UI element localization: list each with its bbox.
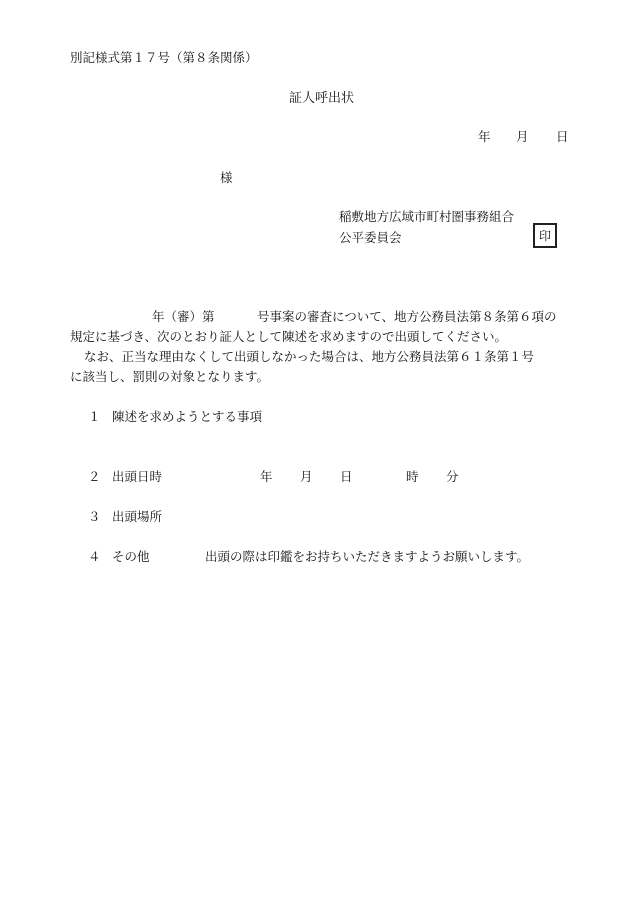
date-month-label: 月	[516, 129, 529, 144]
item-number: ３	[88, 509, 101, 524]
sender-organization: 稲敷地方広域市町村圏事務組合	[339, 209, 515, 224]
body-para2-line1: なお、正当な理由なくして出頭しなかった場合は、地方公務員法第６１条第１号	[84, 349, 535, 364]
item-number: ２	[88, 469, 101, 484]
item-label: 陳述を求めようとする事項	[112, 409, 263, 424]
item-label: 出頭場所	[112, 509, 163, 524]
item-label: その他	[112, 549, 150, 564]
appearance-hour-label: 時	[406, 469, 419, 484]
sender-committee: 公平委員会	[339, 230, 402, 245]
appearance-month-label: 月	[300, 469, 313, 484]
date-year-label: 年	[478, 129, 491, 144]
document-title: 証人呼出状	[289, 91, 355, 106]
item-number: １	[88, 409, 101, 424]
body-para1-line2: 規定に基づき、次のとおり証人として陳述を求めますので出頭してください。	[70, 329, 508, 344]
body-para2-line2: に該当し、罰則の対象となります。	[70, 369, 270, 384]
date-day-label: 日	[556, 129, 569, 144]
item-note: 出頭の際は印鑑をお持ちいただきますようお願いします。	[205, 549, 530, 564]
appearance-day-label: 日	[340, 469, 353, 484]
item-label: 出頭日時	[112, 469, 163, 484]
case-number-text: 号事案の審査について、地方公務員法第８条第６項の	[257, 309, 557, 324]
form-reference: 別記様式第１７号（第８条関係）	[70, 50, 258, 65]
appearance-minute-label: 分	[446, 469, 459, 484]
seal-stamp	[533, 223, 557, 248]
case-year-label: 年（審）第	[152, 309, 215, 324]
recipient-suffix: 様	[220, 170, 233, 185]
item-number: ４	[88, 549, 101, 564]
appearance-year-label: 年	[260, 469, 273, 484]
seal-label: 印	[538, 229, 551, 243]
